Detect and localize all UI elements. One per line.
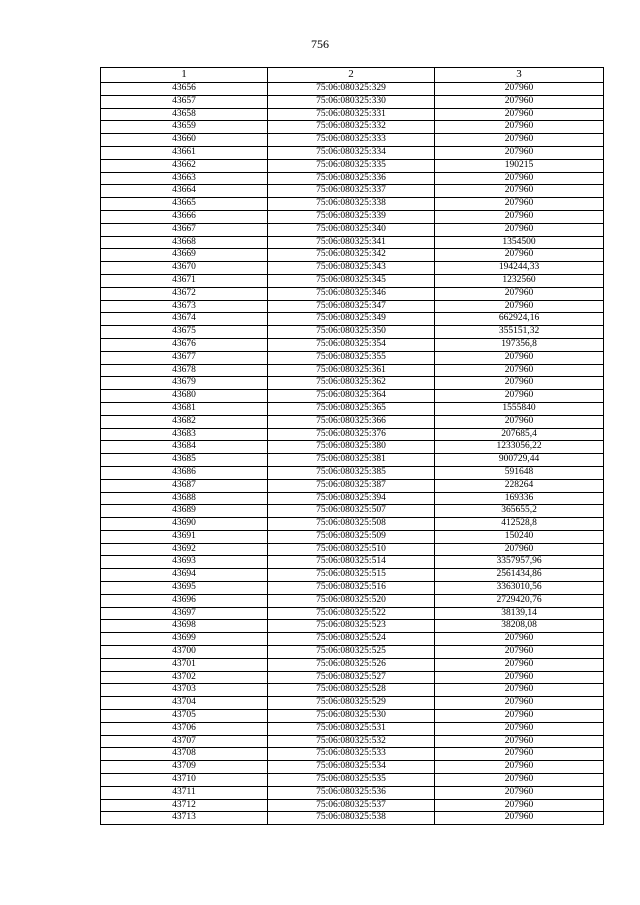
value-cell: 2729420,76: [435, 594, 604, 607]
row-number-cell: 43657: [101, 95, 268, 108]
row-number-cell: 43708: [101, 748, 268, 761]
table-row: [101, 684, 604, 697]
value-cell: 207960: [435, 633, 604, 646]
row-number-cell: 43660: [101, 134, 268, 147]
row-number-cell: 43698: [101, 620, 268, 633]
cadastral-number-cell: 75:06:080325:510: [268, 543, 435, 556]
cadastral-number-cell: 75:06:080325:380: [268, 441, 435, 454]
column-header-1: 1: [101, 68, 268, 83]
table-row: [101, 326, 604, 339]
cadastral-number-cell: 75:06:080325:514: [268, 556, 435, 569]
cadastral-number-cell: 75:06:080325:507: [268, 505, 435, 518]
table-row: [101, 108, 604, 121]
row-number-cell: 43688: [101, 492, 268, 505]
row-number-cell: 43699: [101, 633, 268, 646]
table-row: [101, 83, 604, 96]
cadastral-number-cell: 75:06:080325:522: [268, 607, 435, 620]
table-row: [101, 402, 604, 415]
table-row: [101, 185, 604, 198]
cadastral-number-cell: 75:06:080325:536: [268, 786, 435, 799]
value-cell: 197356,8: [435, 338, 604, 351]
cadastral-number-cell: 75:06:080325:528: [268, 684, 435, 697]
table-row: [101, 479, 604, 492]
table-header-row: [101, 68, 604, 83]
table-row: [101, 172, 604, 185]
cadastral-number-cell: 75:06:080325:333: [268, 134, 435, 147]
value-cell: 207960: [435, 223, 604, 236]
table-row: [101, 249, 604, 262]
value-cell: 207960: [435, 185, 604, 198]
value-cell: 207960: [435, 210, 604, 223]
cadastral-number-cell: 75:06:080325:345: [268, 274, 435, 287]
table-row: [101, 735, 604, 748]
cadastral-number-cell: 75:06:080325:338: [268, 198, 435, 211]
table-row: [101, 786, 604, 799]
table-row: [101, 543, 604, 556]
value-cell: 207960: [435, 735, 604, 748]
row-number-cell: 43697: [101, 607, 268, 620]
cadastral-number-cell: 75:06:080325:330: [268, 95, 435, 108]
value-cell: 207960: [435, 83, 604, 96]
row-number-cell: 43693: [101, 556, 268, 569]
cadastral-number-cell: 75:06:080325:532: [268, 735, 435, 748]
cadastral-number-cell: 75:06:080325:515: [268, 569, 435, 582]
value-cell: 591648: [435, 466, 604, 479]
cadastral-number-cell: 75:06:080325:527: [268, 671, 435, 684]
row-number-cell: 43711: [101, 786, 268, 799]
row-number-cell: 43692: [101, 543, 268, 556]
table-row: [101, 633, 604, 646]
value-cell: 207960: [435, 146, 604, 159]
value-cell: 207960: [435, 697, 604, 710]
table-row: [101, 569, 604, 582]
row-number-cell: 43658: [101, 108, 268, 121]
row-number-cell: 43668: [101, 236, 268, 249]
table-row: [101, 505, 604, 518]
cadastral-number-cell: 75:06:080325:346: [268, 287, 435, 300]
row-number-cell: 43664: [101, 185, 268, 198]
table-row: [101, 530, 604, 543]
table-row: [101, 95, 604, 108]
cadastral-number-cell: 75:06:080325:533: [268, 748, 435, 761]
cadastral-number-cell: 75:06:080325:364: [268, 390, 435, 403]
table-row: [101, 774, 604, 787]
value-cell: 207960: [435, 172, 604, 185]
table-row: [101, 761, 604, 774]
cadastral-number-cell: 75:06:080325:337: [268, 185, 435, 198]
value-cell: 207960: [435, 249, 604, 262]
value-cell: 207960: [435, 722, 604, 735]
cadastral-number-cell: 75:06:080325:331: [268, 108, 435, 121]
cadastral-number-cell: 75:06:080325:385: [268, 466, 435, 479]
row-number-cell: 43689: [101, 505, 268, 518]
value-cell: 412528,8: [435, 518, 604, 531]
table-row: [101, 607, 604, 620]
cadastral-number-cell: 75:06:080325:366: [268, 415, 435, 428]
row-number-cell: 43690: [101, 518, 268, 531]
table-row: [101, 556, 604, 569]
table-row: [101, 390, 604, 403]
value-cell: 207960: [435, 198, 604, 211]
table-row: [101, 134, 604, 147]
cadastral-number-cell: 75:06:080325:349: [268, 313, 435, 326]
table-row: [101, 812, 604, 825]
value-cell: 169336: [435, 492, 604, 505]
table-body: [101, 83, 604, 825]
cadastral-number-cell: 75:06:080325:516: [268, 582, 435, 595]
row-number-cell: 43672: [101, 287, 268, 300]
cadastral-number-cell: 75:06:080325:365: [268, 402, 435, 415]
table-row: [101, 671, 604, 684]
table-row: [101, 338, 604, 351]
table-row: [101, 198, 604, 211]
table-row: [101, 287, 604, 300]
cadastral-number-cell: 75:06:080325:361: [268, 364, 435, 377]
table-row: [101, 748, 604, 761]
value-cell: 1354500: [435, 236, 604, 249]
value-cell: 207960: [435, 95, 604, 108]
value-cell: 207960: [435, 134, 604, 147]
table-row: [101, 121, 604, 134]
cadastral-number-cell: 75:06:080325:341: [268, 236, 435, 249]
table-row: [101, 710, 604, 723]
value-cell: 207960: [435, 761, 604, 774]
value-cell: 900729,44: [435, 454, 604, 467]
cadastral-number-cell: 75:06:080325:329: [268, 83, 435, 96]
cadastral-number-cell: 75:06:080325:531: [268, 722, 435, 735]
row-number-cell: 43687: [101, 479, 268, 492]
value-cell: 190215: [435, 159, 604, 172]
cadastral-number-cell: 75:06:080325:524: [268, 633, 435, 646]
value-cell: 207960: [435, 671, 604, 684]
table-row: [101, 146, 604, 159]
value-cell: 207960: [435, 415, 604, 428]
cadastral-number-cell: 75:06:080325:394: [268, 492, 435, 505]
cadastral-number-cell: 75:06:080325:534: [268, 761, 435, 774]
cadastral-number-cell: 75:06:080325:339: [268, 210, 435, 223]
row-number-cell: 43685: [101, 454, 268, 467]
table-row: [101, 210, 604, 223]
row-number-cell: 43665: [101, 198, 268, 211]
value-cell: 207960: [435, 364, 604, 377]
table-row: [101, 582, 604, 595]
value-cell: 207960: [435, 351, 604, 364]
row-number-cell: 43706: [101, 722, 268, 735]
row-number-cell: 43686: [101, 466, 268, 479]
row-number-cell: 43701: [101, 658, 268, 671]
cadastral-number-cell: 75:06:080325:340: [268, 223, 435, 236]
table-row: [101, 518, 604, 531]
row-number-cell: 43683: [101, 428, 268, 441]
table-row: [101, 377, 604, 390]
value-cell: 207960: [435, 108, 604, 121]
value-cell: 1232560: [435, 274, 604, 287]
cadastral-number-cell: 75:06:080325:336: [268, 172, 435, 185]
value-cell: 207685,4: [435, 428, 604, 441]
row-number-cell: 43709: [101, 761, 268, 774]
row-number-cell: 43669: [101, 249, 268, 262]
value-cell: 228264: [435, 479, 604, 492]
value-cell: 207960: [435, 390, 604, 403]
row-number-cell: 43712: [101, 799, 268, 812]
value-cell: 207960: [435, 646, 604, 659]
cadastral-number-cell: 75:06:080325:362: [268, 377, 435, 390]
row-number-cell: 43702: [101, 671, 268, 684]
row-number-cell: 43700: [101, 646, 268, 659]
value-cell: 3363010,56: [435, 582, 604, 595]
value-cell: 207960: [435, 543, 604, 556]
row-number-cell: 43704: [101, 697, 268, 710]
row-number-cell: 43713: [101, 812, 268, 825]
cadastral-number-cell: 75:06:080325:354: [268, 338, 435, 351]
cadastral-number-cell: 75:06:080325:526: [268, 658, 435, 671]
table-row: [101, 620, 604, 633]
cadastral-number-cell: 75:06:080325:343: [268, 262, 435, 275]
table-row: [101, 223, 604, 236]
table-row: [101, 364, 604, 377]
cadastral-number-cell: 75:06:080325:355: [268, 351, 435, 364]
cadastral-number-cell: 75:06:080325:538: [268, 812, 435, 825]
table-row: [101, 351, 604, 364]
table-row: [101, 415, 604, 428]
value-cell: 207960: [435, 812, 604, 825]
value-cell: 207960: [435, 799, 604, 812]
row-number-cell: 43703: [101, 684, 268, 697]
cadastral-number-cell: 75:06:080325:537: [268, 799, 435, 812]
row-number-cell: 43663: [101, 172, 268, 185]
cadastral-number-cell: 75:06:080325:350: [268, 326, 435, 339]
table-row: [101, 658, 604, 671]
value-cell: 207960: [435, 748, 604, 761]
row-number-cell: 43707: [101, 735, 268, 748]
row-number-cell: 43671: [101, 274, 268, 287]
cadastral-number-cell: 75:06:080325:387: [268, 479, 435, 492]
cadastral-number-cell: 75:06:080325:342: [268, 249, 435, 262]
cadastral-number-cell: 75:06:080325:523: [268, 620, 435, 633]
value-cell: 38208,08: [435, 620, 604, 633]
value-cell: 207960: [435, 684, 604, 697]
row-number-cell: 43695: [101, 582, 268, 595]
row-number-cell: 43656: [101, 83, 268, 96]
value-cell: 355151,32: [435, 326, 604, 339]
row-number-cell: 43684: [101, 441, 268, 454]
column-header-2: 2: [268, 68, 435, 83]
value-cell: 207960: [435, 658, 604, 671]
cadastral-number-cell: 75:06:080325:529: [268, 697, 435, 710]
row-number-cell: 43691: [101, 530, 268, 543]
value-cell: 150240: [435, 530, 604, 543]
value-cell: 207960: [435, 287, 604, 300]
table-row: [101, 236, 604, 249]
value-cell: 207960: [435, 774, 604, 787]
value-cell: 3357957,96: [435, 556, 604, 569]
row-number-cell: 43696: [101, 594, 268, 607]
table-row: [101, 722, 604, 735]
value-cell: 207960: [435, 786, 604, 799]
table-row: [101, 594, 604, 607]
table-row: [101, 799, 604, 812]
row-number-cell: 43680: [101, 390, 268, 403]
table-row: [101, 428, 604, 441]
cadastral-number-cell: 75:06:080325:332: [268, 121, 435, 134]
row-number-cell: 43667: [101, 223, 268, 236]
row-number-cell: 43661: [101, 146, 268, 159]
row-number-cell: 43673: [101, 300, 268, 313]
value-cell: 38139,14: [435, 607, 604, 620]
table-row: [101, 274, 604, 287]
row-number-cell: 43694: [101, 569, 268, 582]
value-cell: 207960: [435, 121, 604, 134]
table-row: [101, 492, 604, 505]
value-cell: 662924,16: [435, 313, 604, 326]
value-cell: 194244,33: [435, 262, 604, 275]
value-cell: 207960: [435, 710, 604, 723]
cadastral-number-cell: 75:06:080325:376: [268, 428, 435, 441]
row-number-cell: 43682: [101, 415, 268, 428]
cadastral-number-cell: 75:06:080325:509: [268, 530, 435, 543]
cadastral-number-cell: 75:06:080325:520: [268, 594, 435, 607]
table-row: [101, 646, 604, 659]
row-number-cell: 43676: [101, 338, 268, 351]
table-row: [101, 466, 604, 479]
table-row: [101, 454, 604, 467]
table-row: [101, 159, 604, 172]
row-number-cell: 43710: [101, 774, 268, 787]
value-cell: 207960: [435, 300, 604, 313]
table-row: [101, 300, 604, 313]
row-number-cell: 43681: [101, 402, 268, 415]
cadastral-number-cell: 75:06:080325:525: [268, 646, 435, 659]
value-cell: 1555840: [435, 402, 604, 415]
value-cell: 2561434,86: [435, 569, 604, 582]
cadastral-number-cell: 75:06:080325:535: [268, 774, 435, 787]
value-cell: 207960: [435, 377, 604, 390]
value-cell: 1233056,22: [435, 441, 604, 454]
row-number-cell: 43666: [101, 210, 268, 223]
row-number-cell: 43679: [101, 377, 268, 390]
table-row: [101, 697, 604, 710]
row-number-cell: 43677: [101, 351, 268, 364]
row-number-cell: 43705: [101, 710, 268, 723]
cadastral-table: [100, 67, 604, 825]
cadastral-number-cell: 75:06:080325:347: [268, 300, 435, 313]
table-row: [101, 441, 604, 454]
row-number-cell: 43678: [101, 364, 268, 377]
row-number-cell: 43659: [101, 121, 268, 134]
cadastral-number-cell: 75:06:080325:381: [268, 454, 435, 467]
row-number-cell: 43675: [101, 326, 268, 339]
cadastral-number-cell: 75:06:080325:530: [268, 710, 435, 723]
table-row: [101, 262, 604, 275]
row-number-cell: 43670: [101, 262, 268, 275]
cadastral-number-cell: 75:06:080325:334: [268, 146, 435, 159]
page-number: 756: [311, 37, 329, 51]
row-number-cell: 43662: [101, 159, 268, 172]
cadastral-number-cell: 75:06:080325:335: [268, 159, 435, 172]
cadastral-number-cell: 75:06:080325:508: [268, 518, 435, 531]
column-header-3: 3: [435, 68, 604, 83]
value-cell: 365655,2: [435, 505, 604, 518]
table-row: [101, 313, 604, 326]
row-number-cell: 43674: [101, 313, 268, 326]
